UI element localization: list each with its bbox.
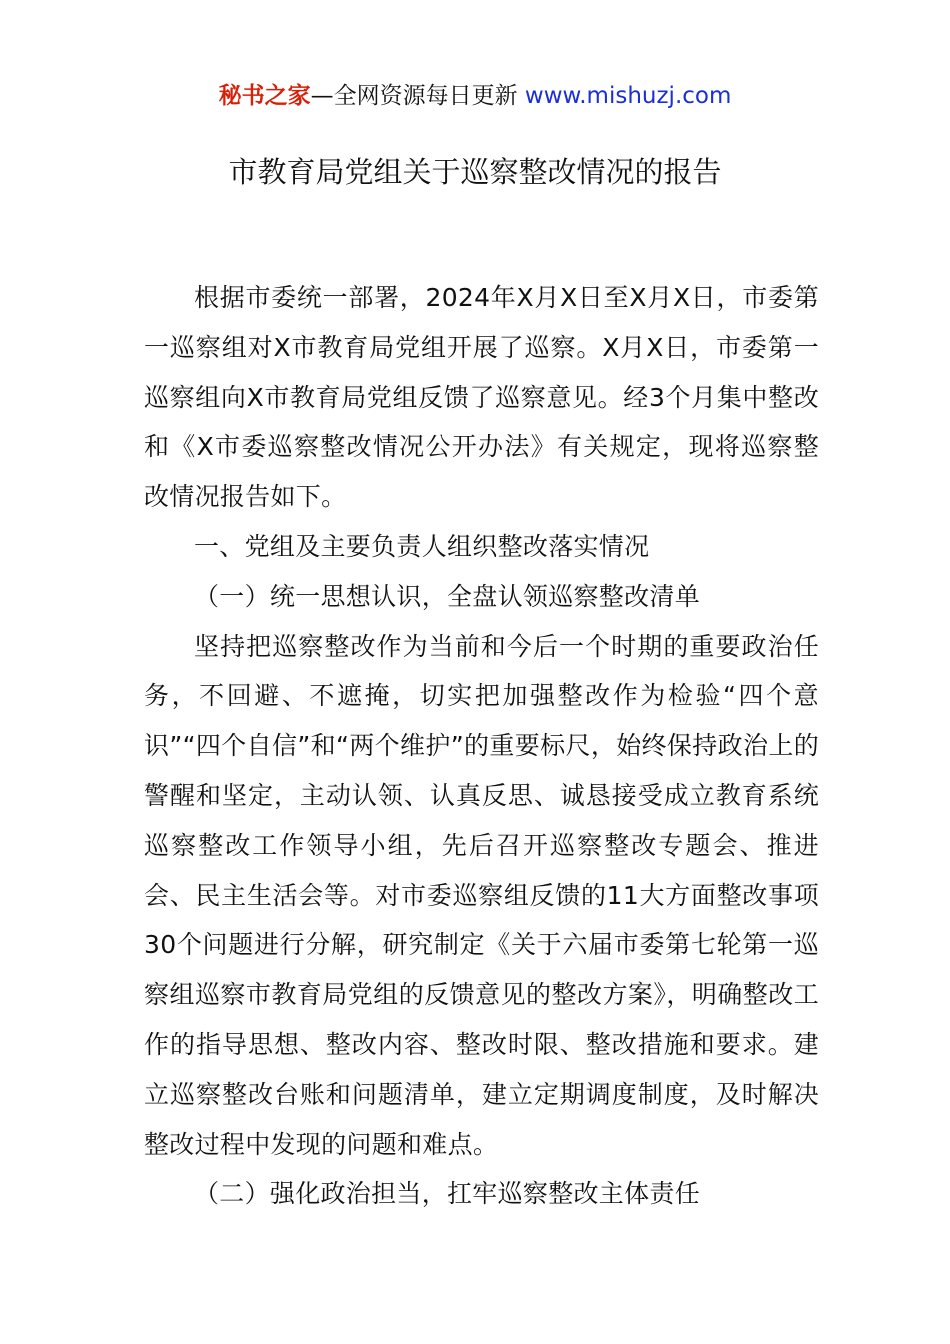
brand-name: 秘书之家 bbox=[218, 83, 311, 109]
header-tagline: —全网资源每日更新 bbox=[310, 83, 525, 109]
document-title: 市教育局党组关于巡察整改情况的报告 bbox=[228, 155, 722, 189]
body-paragraph: 坚持把巡察整改作为当前和今后一个时期的重要政治任务，不回避、不遮掩，切实把加强整改作为检验“四个意识”“四个自信”和“两个维护”的重要标尺，始终保持政治上的警醒和坚定，主动认领、认真反思、诚恳接受成立教育系统巡察整改工作领导小组，先后召开巡察整改专题会、推进会、民主生活会等。对市委巡察组反馈的11大方面整改事项30个问题进行分解，研究制定《关于六届市委第七轮第一巡察组巡察市教育局党组的反馈意见的整改方案》，明确整改工作的指导思想、整改内容、整改时限、整改措施和要求。建立巡察整改台账和问题清单，建立定期调度制度，及时解决整改过程中发现的问题和难点。 bbox=[144, 631, 819, 1159]
subsection-heading-2: （二）强化政治担当，扛牢巡察整改主体责任 bbox=[194, 1179, 701, 1209]
intro-paragraph: 根据市委统一部署，2024年X月X日至X月X日，市委第一巡察组对X市教育局党组开展了巡察。X月X日，市委第一巡察组向X市教育局党组反馈了巡察意见。经3个月集中整改和《X市委巡察整改情况公开办法》有关规定，现将巡察整改情况报告如下。 bbox=[144, 283, 819, 512]
document-body bbox=[144, 273, 819, 1219]
subsection-heading-1: （一）统一思想认识，全盘认领巡察整改清单 bbox=[194, 581, 701, 611]
section-heading-1: 一、党组及主要负责人组织整改落实情况 bbox=[194, 531, 650, 561]
site-url[interactable]: www.mishuzj.com bbox=[524, 83, 732, 109]
site-header bbox=[0, 78, 950, 114]
